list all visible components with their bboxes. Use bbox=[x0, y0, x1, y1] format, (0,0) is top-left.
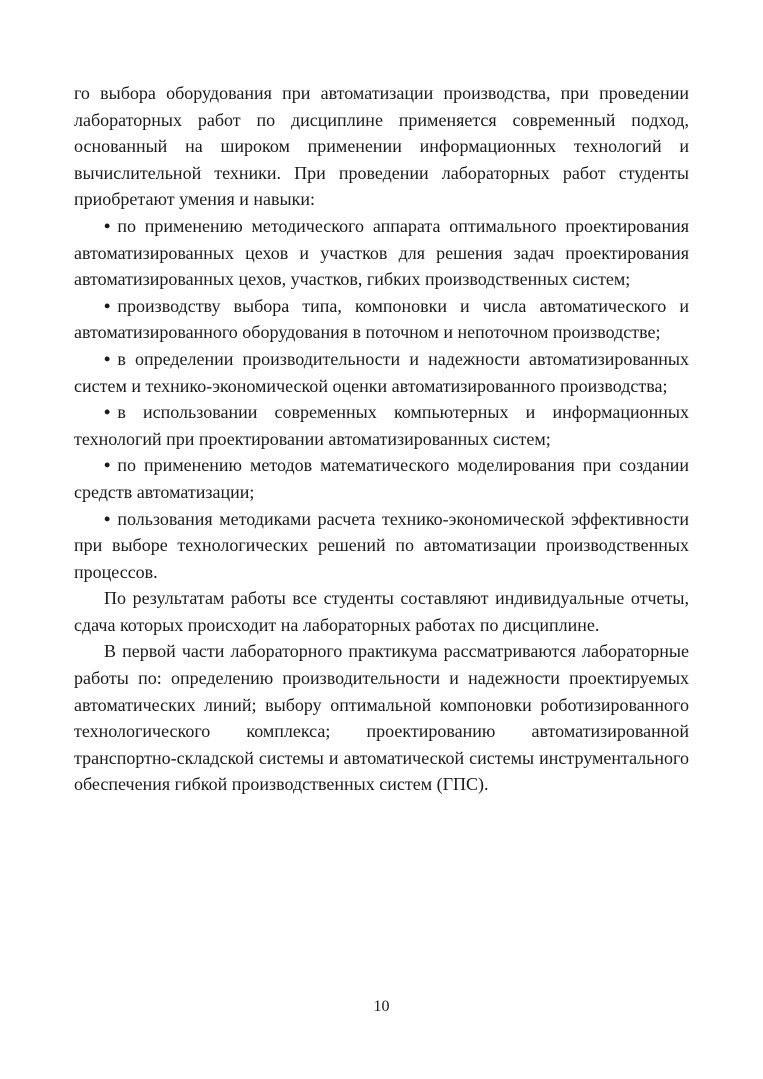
bullet-icon: • bbox=[104, 455, 111, 476]
reports-paragraph: По результатам работы все студенты составляют индивидуальные отчеты, сдача которых происходит на лабораторных работах по дисциплине. bbox=[74, 588, 689, 635]
bullet-icon: • bbox=[104, 508, 111, 529]
list-item-text: производству выбора типа, компоновки и числа автоматического и автоматизированного оборудования в поточном и непоточном производстве; bbox=[74, 295, 689, 343]
list-item-text: по применению методического аппарата оптимального проектирования автоматизированных цехов и участков для решения задач проектирования автоматизированных цехов, участков, гибких производственных систем; bbox=[74, 215, 689, 290]
bullet-icon: • bbox=[104, 295, 111, 316]
page-body bbox=[74, 80, 689, 798]
bullet-icon: • bbox=[104, 215, 111, 236]
list-item-text: в определении производительности и надежности автоматизированных систем и технико-экономической оценки автоматизированного производства; bbox=[74, 348, 689, 396]
list-item bbox=[74, 293, 689, 346]
page-number: 10 bbox=[373, 998, 390, 1015]
bullet-icon: • bbox=[104, 348, 111, 369]
list-item bbox=[74, 346, 689, 399]
list-item-text: по применению методов математического моделирования при создании средств автоматизации; bbox=[74, 455, 689, 502]
list-item-text: пользования методиками расчета технико-экономической эффективности при выборе технологических решений по автоматизации производственных процессов. bbox=[74, 508, 689, 582]
list-item bbox=[74, 213, 689, 293]
list-item bbox=[74, 452, 689, 505]
list-item bbox=[74, 506, 689, 586]
list-item-text: в использовании современных компьютерных и информационных технологий при проектировании автоматизированных систем; bbox=[74, 402, 689, 449]
list-item bbox=[74, 399, 689, 452]
bullet-icon: • bbox=[104, 402, 111, 423]
skills-list bbox=[74, 213, 689, 585]
intro-paragraph: го выбора оборудования при автоматизации производства, при проведении лабораторных работ по дисциплине применяется современный подход, основанный на широком применении информационных технологий и вычислительной техники. При проведении лабораторных работ студенты приобретают умения и навыки: bbox=[74, 83, 689, 210]
part-one-paragraph: В первой части лабораторного практикума рассматриваются лабораторные работы по: определению производительности и надежности проектируемых автоматических линий; выбору оптимальной компоновки роботизированного технологического комплекса; проектированию автоматизированной транспортно-складской системы и автоматической системы инструментального обеспечения гибкой производственных систем (ГПС). bbox=[74, 641, 689, 795]
